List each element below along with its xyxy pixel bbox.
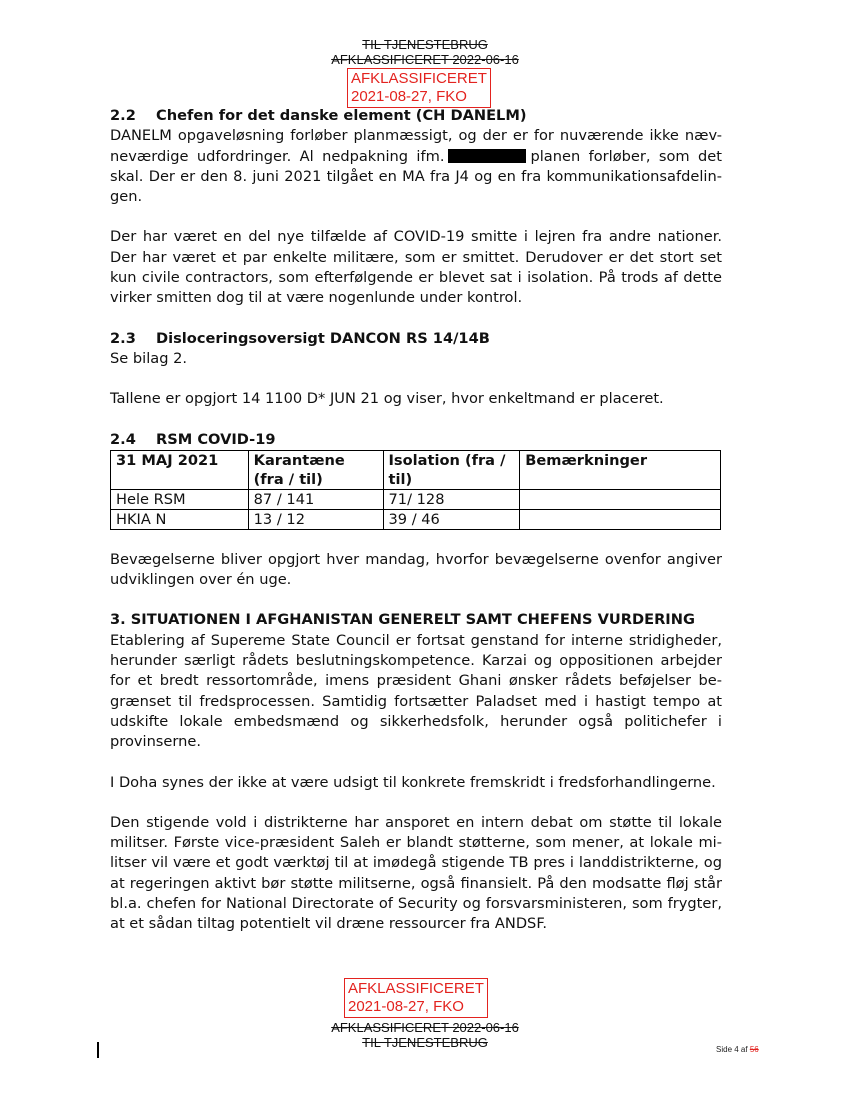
section-2-2-paragraph-2: Der har været en del nye tilfælde af COVID-19 smitte i lejren fra andre nationer. Der har været et par enkelte militære, som er smittet. Derudover er det stort set kun civile contractors, som efterfølgende er blevet sat i isolation. På trods af dette virker smitten dog til at være nogenlunde under kontrol. xyxy=(110,228,722,307)
section-3-paragraph-3: Den stigende vold i distrikterne har ansporet en intern debat om støtte til lokale militser. Første vice-præsident Saleh er blandt støtterne, som mener, at lokale militser vil være et godt værktøj til at imødegå stigende TB pres i landdistrikterne, og at regeringen aktivt bør støtte militserne, også finansielt. På den modsatte fløj står bl.a. chefen for National Directorate of Security og forsvarsministeren, som frygter, at et sådan tiltag potentielt vil dræne ressourcer fra ANDSF. xyxy=(110,813,722,933)
header-line-1: TIL TJENESTEBRUG xyxy=(362,37,488,52)
rsm-covid-table xyxy=(110,450,721,530)
section-2-2-number: 2.2 xyxy=(110,107,136,124)
section-2-2-p1-part-a: DANELM opgaveløsning forløber planmæssigt, og der er for nuværende ikke næv-neværdige udfordringer. Al nedpakning ifm. xyxy=(110,127,722,165)
table-cell xyxy=(520,489,721,509)
stamp-top-line-1: AFKLASSIFICERET xyxy=(351,70,487,87)
declassified-stamp-bottom xyxy=(344,978,488,1018)
header-line-2: AFKLASSIFICERET 2022-06-16 xyxy=(331,52,519,67)
table-cell: 39 / 46 xyxy=(383,509,520,529)
section-2-3-title: Disloceringsoversigt DANCON RS 14/14B xyxy=(156,329,490,347)
table-header-cell: Isolation (fra / til) xyxy=(383,450,520,489)
table-row xyxy=(111,509,721,529)
redaction-block xyxy=(448,149,526,163)
section-2-2-heading xyxy=(110,106,722,126)
section-2-4-number: 2.4 xyxy=(110,430,136,448)
section-2-3-paragraph-2: Tallene er opgjort 14 1100 D* JUN 21 og viser, hvor enkeltmand er placeret. xyxy=(110,390,664,408)
table-row xyxy=(111,489,721,509)
page-number-prefix: Side 4 af xyxy=(716,1045,748,1054)
page-number xyxy=(716,1045,759,1054)
table-cell: 71/ 128 xyxy=(383,489,520,509)
table-header-cell: Karantæne (fra / til) xyxy=(248,450,383,489)
stamp-bottom-line-2: 2021-08-27, FKO xyxy=(348,998,464,1015)
table-cell: Hele RSM xyxy=(111,489,249,509)
section-3-paragraph-1: Etablering af Supereme State Council er fortsat genstand for interne stridigheder, herunder særligt rådets beslutningskompetence. Karzai og oppositionen arbejder for et bredt ressortområde, imens præsident Ghani ønsker rådets beføjelser begrænset til fredsprocessen. Samtidig fortsætter Paladset med i hastigt tempo at udskifte lokale embedsmænd og sikkerhedsfolk, herunder også politichefer i provinserne. xyxy=(110,631,722,751)
table-cell: 87 / 141 xyxy=(248,489,383,509)
stamp-top-line-2: 2021-08-27, FKO xyxy=(351,88,467,105)
section-2-2-title: Chefen for det danske element (CH DANELM) xyxy=(156,107,527,124)
section-2-4-heading xyxy=(110,430,722,450)
declassified-stamp-top xyxy=(347,68,491,108)
table-cell: HKIA N xyxy=(111,509,249,529)
footer-line-1: AFKLASSIFICERET 2022-06-16 xyxy=(331,1020,519,1035)
section-2-3-paragraph-1: Se bilag 2. xyxy=(110,349,188,367)
table-header-cell: 31 MAJ 2021 xyxy=(111,450,249,489)
table-cell xyxy=(520,509,721,529)
section-2-3-heading xyxy=(110,329,722,349)
stamp-bottom-line-1: AFKLASSIFICERET xyxy=(348,980,484,997)
section-3-title: SITUATIONEN I AFGHANISTAN GENERELT SAMT CHEFENS VURDERING xyxy=(130,611,695,629)
section-3-number: 3. xyxy=(110,611,126,629)
section-2-2-p1-part-b: planen forløber, som det skal. Der er den 8. juni 2021 tilgået en MA fra J4 og en fra kommunikationsafdelingen. xyxy=(110,147,722,206)
document-body xyxy=(110,106,722,935)
table-cell: 13 / 12 xyxy=(248,509,383,529)
section-2-3-number: 2.3 xyxy=(110,329,136,347)
table-header-row xyxy=(111,450,721,489)
change-bar xyxy=(97,1042,99,1058)
page-total: 56 xyxy=(749,1045,759,1054)
section-2-4-title: RSM COVID-19 xyxy=(156,430,276,448)
section-2-4-paragraph-1: Bevægelserne bliver opgjort hver mandag, hvorfor bevægelserne ovenfor angiver udviklingen over én uge. xyxy=(110,550,722,589)
section-2-2-paragraph-1 xyxy=(110,126,722,207)
footer-line-2: TIL TJENESTEBRUG xyxy=(362,1035,488,1050)
table-header-cell: Bemærkninger xyxy=(520,450,721,489)
section-3-paragraph-2: I Doha synes der ikke at være udsigt til konkrete fremskridt i fredsforhandlingerne. xyxy=(110,773,716,791)
section-3-heading xyxy=(110,610,722,630)
classification-header xyxy=(0,37,850,67)
